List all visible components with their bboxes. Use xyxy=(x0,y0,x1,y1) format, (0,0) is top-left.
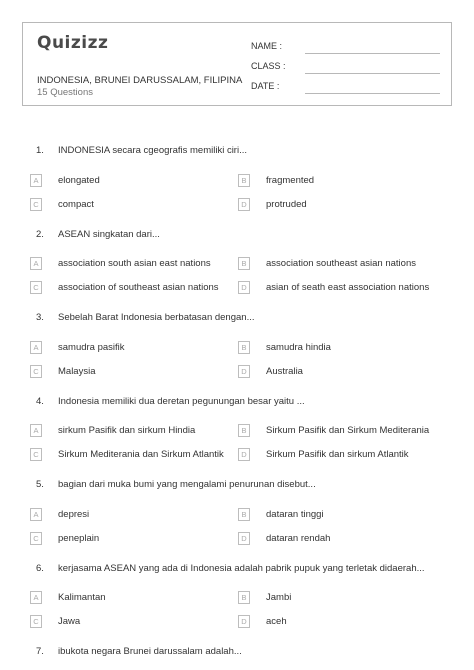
question-1 xyxy=(36,145,247,156)
option-a-text: elongated xyxy=(58,175,100,186)
option-b-text: fragmented xyxy=(266,175,315,186)
worksheet-header xyxy=(22,22,452,106)
question-text: INDONESIA secara cgeografis memiliki ciri... xyxy=(58,145,247,156)
option-a-text: Kalimantan xyxy=(58,592,106,603)
question-number: 2. xyxy=(36,229,44,240)
date-label: DATE : xyxy=(251,81,280,91)
option-c-box[interactable]: C xyxy=(30,365,42,378)
question-2 xyxy=(36,229,160,240)
option-a-text: samudra pasifik xyxy=(58,342,125,353)
question-text: Indonesia memiliki dua deretan pegunungan besar yaitu ... xyxy=(58,396,305,407)
option-a-box[interactable]: A xyxy=(30,257,42,270)
option-a-box[interactable]: A xyxy=(30,508,42,521)
class-line xyxy=(305,73,440,74)
option-b-box[interactable]: B xyxy=(238,591,250,604)
option-a-box[interactable]: A xyxy=(30,424,42,437)
option-d-box[interactable]: D xyxy=(238,615,250,628)
date-line xyxy=(305,93,440,94)
option-d-text: asian of seath east association nations xyxy=(266,282,430,293)
option-d-text: dataran rendah xyxy=(266,533,331,544)
question-3 xyxy=(36,312,255,323)
question-text: ibukota negara Brunei darussalam adalah... xyxy=(58,646,242,657)
option-c-text: Jawa xyxy=(58,616,81,627)
question-number: 7. xyxy=(36,646,44,657)
question-number: 1. xyxy=(36,145,44,156)
option-b-text: association southeast asian nations xyxy=(266,258,416,269)
option-b-box[interactable]: B xyxy=(238,174,250,187)
option-c-text: Sirkum Mediterania dan Sirkum Atlantik xyxy=(58,449,224,460)
option-b-box[interactable]: B xyxy=(238,341,250,354)
option-c-text: Malaysia xyxy=(58,366,96,377)
question-text: ASEAN singkatan dari... xyxy=(58,229,160,240)
question-text: bagian dari muka bumi yang mengalami penurunan disebut... xyxy=(58,479,316,490)
class-label: CLASS : xyxy=(251,61,286,71)
option-d-text: aceh xyxy=(266,616,287,627)
option-d-box[interactable]: D xyxy=(238,448,250,461)
option-c-text: association of southeast asian nations xyxy=(58,282,219,293)
question-text: kerjasama ASEAN yang ada di Indonesia adalah pabrik pupuk yang terletak didaerah... xyxy=(58,563,425,574)
question-7 xyxy=(36,646,242,657)
option-b-text: samudra hindia xyxy=(266,342,331,353)
quizizz-logo: Quizizz xyxy=(37,33,109,53)
option-b-text: Sirkum Pasifik dan Sirkum Mediterania xyxy=(266,425,430,436)
option-a-text: sirkum Pasifik dan sirkum Hindia xyxy=(58,425,196,436)
name-label: NAME : xyxy=(251,41,283,51)
option-b-box[interactable]: B xyxy=(238,508,250,521)
option-d-text: protruded xyxy=(266,199,307,210)
question-number: 6. xyxy=(36,563,44,574)
question-number: 4. xyxy=(36,396,44,407)
option-d-box[interactable]: D xyxy=(238,532,250,545)
option-b-text: dataran tinggi xyxy=(266,509,324,520)
option-c-box[interactable]: C xyxy=(30,448,42,461)
option-a-box[interactable]: A xyxy=(30,174,42,187)
worksheet-title: INDONESIA, BRUNEI DARUSSALAM, FILIPINA xyxy=(37,75,243,86)
question-count: 15 Questions xyxy=(37,87,93,98)
question-number: 3. xyxy=(36,312,44,323)
option-d-box[interactable]: D xyxy=(238,365,250,378)
option-c-text: compact xyxy=(58,199,94,210)
option-a-box[interactable]: A xyxy=(30,341,42,354)
option-c-box[interactable]: C xyxy=(30,615,42,628)
option-a-box[interactable]: A xyxy=(30,591,42,604)
question-6 xyxy=(36,563,425,574)
option-d-text: Australia xyxy=(266,366,303,377)
option-c-box[interactable]: C xyxy=(30,198,42,211)
option-a-text: association south asian east nations xyxy=(58,258,211,269)
question-text: Sebelah Barat Indonesia berbatasan dengan... xyxy=(58,312,255,323)
question-4 xyxy=(36,396,305,407)
option-b-box[interactable]: B xyxy=(238,424,250,437)
option-c-text: peneplain xyxy=(58,533,100,544)
option-d-text: Sirkum Pasifik dan sirkum Atlantik xyxy=(266,449,409,460)
question-number: 5. xyxy=(36,479,44,490)
option-b-text: Jambi xyxy=(266,592,292,603)
option-d-box[interactable]: D xyxy=(238,198,250,211)
name-line xyxy=(305,53,440,54)
option-c-box[interactable]: C xyxy=(30,281,42,294)
option-b-box[interactable]: B xyxy=(238,257,250,270)
option-a-text: depresi xyxy=(58,509,90,520)
option-c-box[interactable]: C xyxy=(30,532,42,545)
question-5 xyxy=(36,479,316,490)
option-d-box[interactable]: D xyxy=(238,281,250,294)
